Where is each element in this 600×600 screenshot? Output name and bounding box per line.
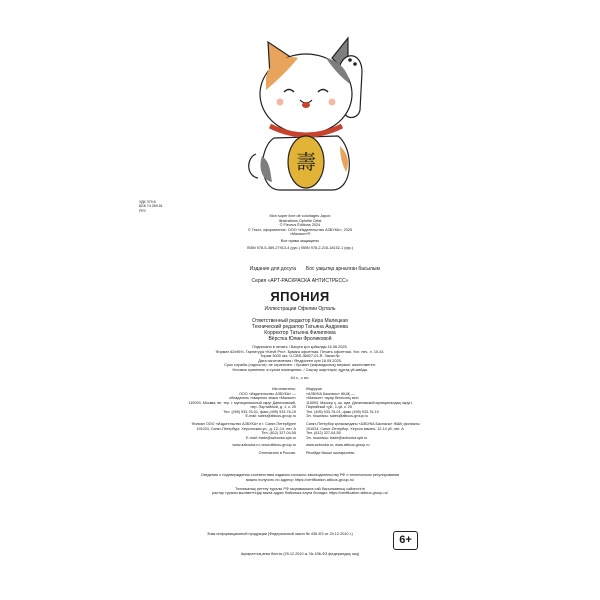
manufacturer-line: ООО «Издательство АЗБУКА» — bbox=[239, 391, 296, 396]
info-mark-line: Знак информационной продукции (Федеральный закон № 436-ФЗ от 29.12.2010 г.) bbox=[207, 532, 353, 536]
manufacturer-line: Тел. (495) 933-76-01, факс (495) 933-76-19 bbox=[306, 409, 379, 414]
staff-line: Технический редактор Татьяна Андреева bbox=[252, 324, 348, 330]
cert-line: Сведения о подтверждении соответствия издания согласно законодательству РФ о техническом регулировании bbox=[200, 473, 400, 477]
print-line: Срок службы (годности): не ограничен. / Қызмет (жарамдылық) мерзімі: шектелмеген. bbox=[224, 363, 376, 368]
manufacturer-kz bbox=[306, 387, 476, 419]
print-line: Тираж 3000 экз. U-CBS-36827-01-R. Заказ № bbox=[260, 354, 340, 359]
manufacturer-ru bbox=[150, 387, 296, 419]
manufacturer-line: «Махаон» тауар белгісінің иесі bbox=[306, 396, 359, 400]
rights-notice: Все права защищены bbox=[280, 238, 320, 243]
certification-info bbox=[0, 473, 600, 496]
edition-ru: Издание для досуга bbox=[249, 266, 296, 272]
print-line: Дата изготовления / Өндірілген күні 16.09.2025. bbox=[258, 358, 342, 363]
manufacturer-line: пер. Партийный, д. 1, к. 25 bbox=[250, 405, 296, 409]
original-credits bbox=[0, 214, 600, 250]
branch-line: E-mail: trade@azbooka.spb.ru bbox=[246, 435, 296, 440]
cert-line: растау туралы мәліметтерді мына адрес бойынша алуға болады: https://certification.atticus-group.ru/ bbox=[212, 491, 388, 496]
manufacturer-line: 115093, Мәскеу, қ. іш. аум. Даниловский муниципалдық округі, bbox=[306, 400, 413, 405]
manufacturer-line: Тел. (495) 933-76-01, факс (495) 933-76-19 bbox=[223, 409, 296, 414]
branch-line: 191024, Санкт-Петербор, Херсон көшесі, 12-14 үй, лит. А bbox=[306, 426, 404, 431]
branch-line: Тел. (812) 327-04-55 bbox=[261, 431, 296, 435]
illustrator-credit: Иллюстрации Офелии Орталь bbox=[264, 306, 336, 312]
manufacturer-line: обладатель товарного знака «Махаон» bbox=[229, 396, 296, 400]
printed-in: Отпечатано в России. bbox=[258, 450, 296, 455]
branch-line: Филиал ООО «Издательство АЗБУКА» в г. Санкт-Петербурге bbox=[191, 422, 296, 426]
cert-line: можно получить по адресу: https://certification.atticus-group.ru/ bbox=[245, 477, 355, 482]
manufacturer-line: 115093, Москва, вн. тер. г. муниципальный округ Даниловский, bbox=[188, 400, 296, 405]
info-mark-kz-line: Ақпараттық өнім белгісі (29.12.2010 ж. № 436-ФЗ федералдық заң) bbox=[240, 552, 360, 556]
manufacturer-line: «АЗБУКА Баспасы» ЖШҚ — bbox=[306, 391, 355, 396]
cert-line: Техникалық реттеу туралы РФ заңнамасына сай басылымның сәйкестігін bbox=[235, 486, 365, 491]
staff-credits bbox=[0, 318, 600, 342]
bbk-line: ББК 74.269.51 bbox=[139, 204, 163, 209]
manufacturer-line: Өндіруші: bbox=[306, 387, 323, 391]
printed-in: Ресейде басып шығарылған. bbox=[306, 450, 356, 455]
copyright-line: © Fleurus Éditions 2024 bbox=[279, 223, 321, 228]
author-mark: Я70 bbox=[139, 208, 146, 213]
illustrations-credit: Illustrations Ophélie Ortal bbox=[278, 218, 322, 223]
website-line: www.azbooka.ru; www.atticus-group.ru bbox=[232, 443, 296, 447]
page-count: 64 с., с ил. bbox=[290, 375, 310, 380]
branch-line: 191024, Санкт-Петербург, Херсонская ул., д. 12–14, лит. А bbox=[196, 426, 296, 431]
original-title: Mon super livre de coloriages Japon bbox=[269, 214, 331, 218]
series-name: Серия «АРТ-РАСКРАСКА АНТИСТРЕСС» bbox=[251, 278, 349, 284]
branch-line: Санкт-Петербор қаласындағы «АЗБУКА Баспасы» ЖШҚ филиалы bbox=[306, 422, 420, 426]
branch-line: Тел. (812) 327-04-55 bbox=[306, 431, 341, 435]
website-line: www.azbooka.ru; www.atticus-group.ru bbox=[306, 443, 370, 447]
copyright-line: © Текст, оформление. ООО «Издательство АЗБУКА», 2025 bbox=[247, 227, 353, 232]
age-rating-badge: 6+ bbox=[393, 531, 418, 550]
manufacturer-line: Партийный тұй., 1-үй, к. 25 bbox=[306, 405, 352, 409]
udk-classification bbox=[139, 200, 163, 213]
manufacturer-line: Изготовитель: bbox=[272, 387, 296, 391]
branch-line: Эл. поштасы: trade@azbooka.spb.ru bbox=[306, 435, 368, 440]
udk-line: УДК 379.8 bbox=[139, 200, 156, 204]
copyright-line: «Махаон»® bbox=[289, 232, 311, 237]
book-title: ЯПОНИЯ bbox=[270, 289, 330, 304]
branch-ru bbox=[150, 422, 296, 455]
staff-line: Вёрстка Юлии Фроликовой bbox=[268, 336, 332, 342]
branch-kz bbox=[306, 422, 476, 455]
manufacturer-line: E-mail: sales@atticus-group.ru bbox=[245, 414, 296, 418]
maneki-neko-illustration bbox=[240, 28, 370, 193]
edition-kz: Бос уақытқа арналған басылым bbox=[306, 266, 380, 272]
svg-text:壽: 壽 bbox=[296, 150, 316, 174]
isbn-line: ISBN 978-5-389-27913-4 (рус.) ISBN 978-2-215-18152-1 (фр.) bbox=[246, 245, 354, 250]
print-line: Формат 62х96⅛. Гарнитура «Kievit Pro». Бумага офсетная. Печать офсетная. Усл. печ. л. 10,43. bbox=[215, 349, 385, 354]
staff-line: Ответственный редактор Кира Малецкая bbox=[252, 318, 348, 324]
print-line: Условия хранения: в сухом помещении. / Сақтау шарттары: құрғақ үй-жайда. bbox=[232, 367, 368, 372]
manufacturer-line: Эл. поштасы: sales@atticus-group.ru bbox=[306, 414, 368, 418]
print-details bbox=[0, 345, 600, 380]
print-line: Подписано в печать / Басуға қол қойылды 16.06.2025. bbox=[252, 345, 348, 349]
staff-line: Корректор Татьяна Филиппова bbox=[264, 330, 336, 336]
